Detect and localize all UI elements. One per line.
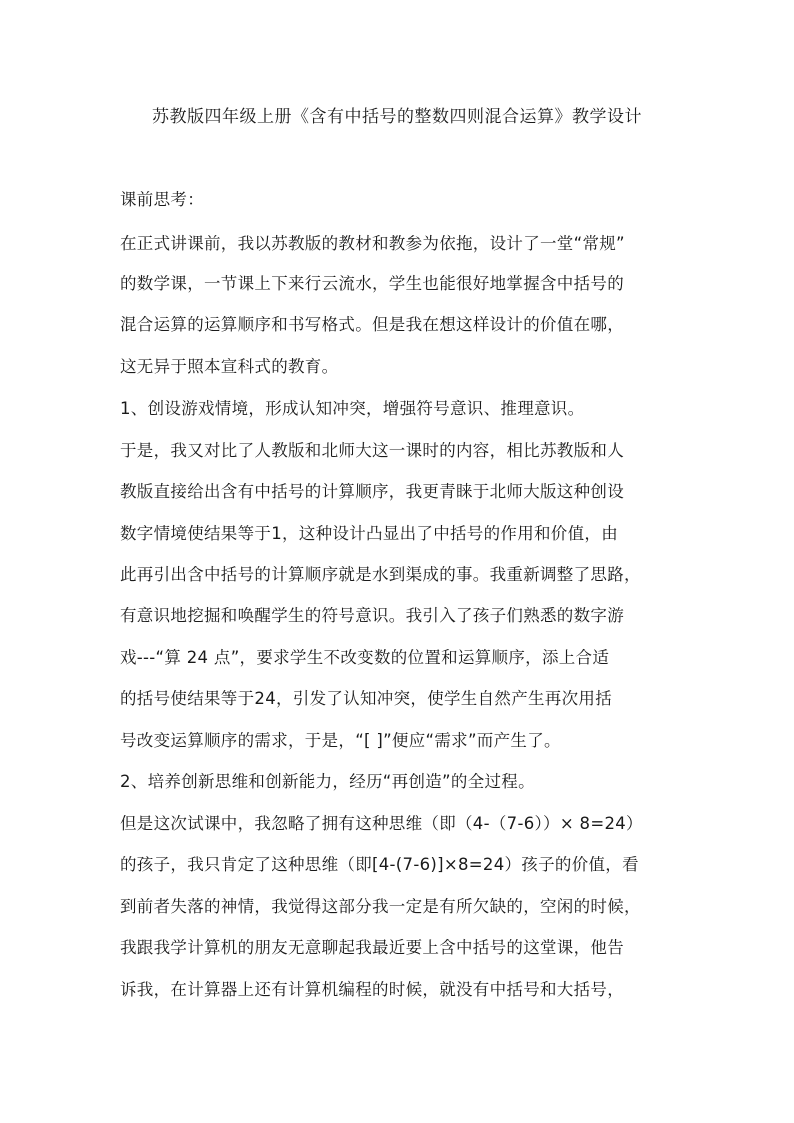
section-heading: 2、培养创新思维和创新能力，经历“再创造”的全过程。 [120, 772, 535, 791]
body-line: 教版直接给出含有中括号的计算顺序，我更青睐于北师大版这种创设 [120, 482, 624, 501]
section-heading: 1、创设游戏情境，形成认知冲突，增强符号意识、推理意识。 [120, 399, 585, 418]
body-line: 戏---“算 24 点”，要求学生不改变数的位置和运算顺序，添上合适 [120, 648, 610, 667]
body-line: 的数学课，一节课上下来行云流水，学生也能很好地掌握含中括号的 [120, 274, 624, 293]
body-line: 这无异于照本宣科式的教育。 [120, 357, 339, 376]
body-line: 此再引出含中括号的计算顺序就是水到渠成的事。我重新调整了思路， [120, 565, 641, 584]
body-line: 的括号使结果等于24，引发了认知冲突，使学生自然产生再次用括 [120, 689, 612, 708]
body-line: 我跟我学计算机的朋友无意聊起我最近要上含中括号的这堂课，他告 [120, 938, 624, 957]
body-line: 诉我，在计算器上还有计算机编程的时候，就没有中括号和大括号， [120, 980, 624, 999]
body-line: 混合运算的运算顺序和书写格式。但是我在想这样设计的价值在哪， [120, 315, 624, 334]
document-title: 苏教版四年级上册《含有中括号的整数四则混合运算》教学设计 [152, 107, 642, 127]
body-line: 课前思考： [120, 190, 204, 209]
body-line: 于是，我又对比了人教版和北师大这一课时的内容，相比苏教版和人 [120, 441, 624, 460]
body-line: 在正式讲课前，我以苏教版的教材和教参为依拖，设计了一堂“常规” [120, 234, 625, 253]
body-line: 到前者失落的神情，我觉得这部分我一定是有所欠缺的，空闲的时候， [120, 897, 641, 916]
body-line: 但是这次试课中，我忽略了拥有这种思维（即（4-（7-6））× 8=24） [120, 814, 643, 833]
body-line: 号改变运算顺序的需求，于是，“[ ]”便应“需求”而产生了。 [120, 731, 561, 750]
body-line: 有意识地挖掘和唤醒学生的符号意识。我引入了孩子们熟悉的数字游 [120, 606, 624, 625]
body-line: 的孩子，我只肯定了这种思维（即[4-(7-6)]×8=24）孩子的价值，看 [120, 855, 639, 874]
body-line: 数字情境使结果等于1，这种设计凸显出了中括号的作用和价值，由 [120, 524, 618, 543]
